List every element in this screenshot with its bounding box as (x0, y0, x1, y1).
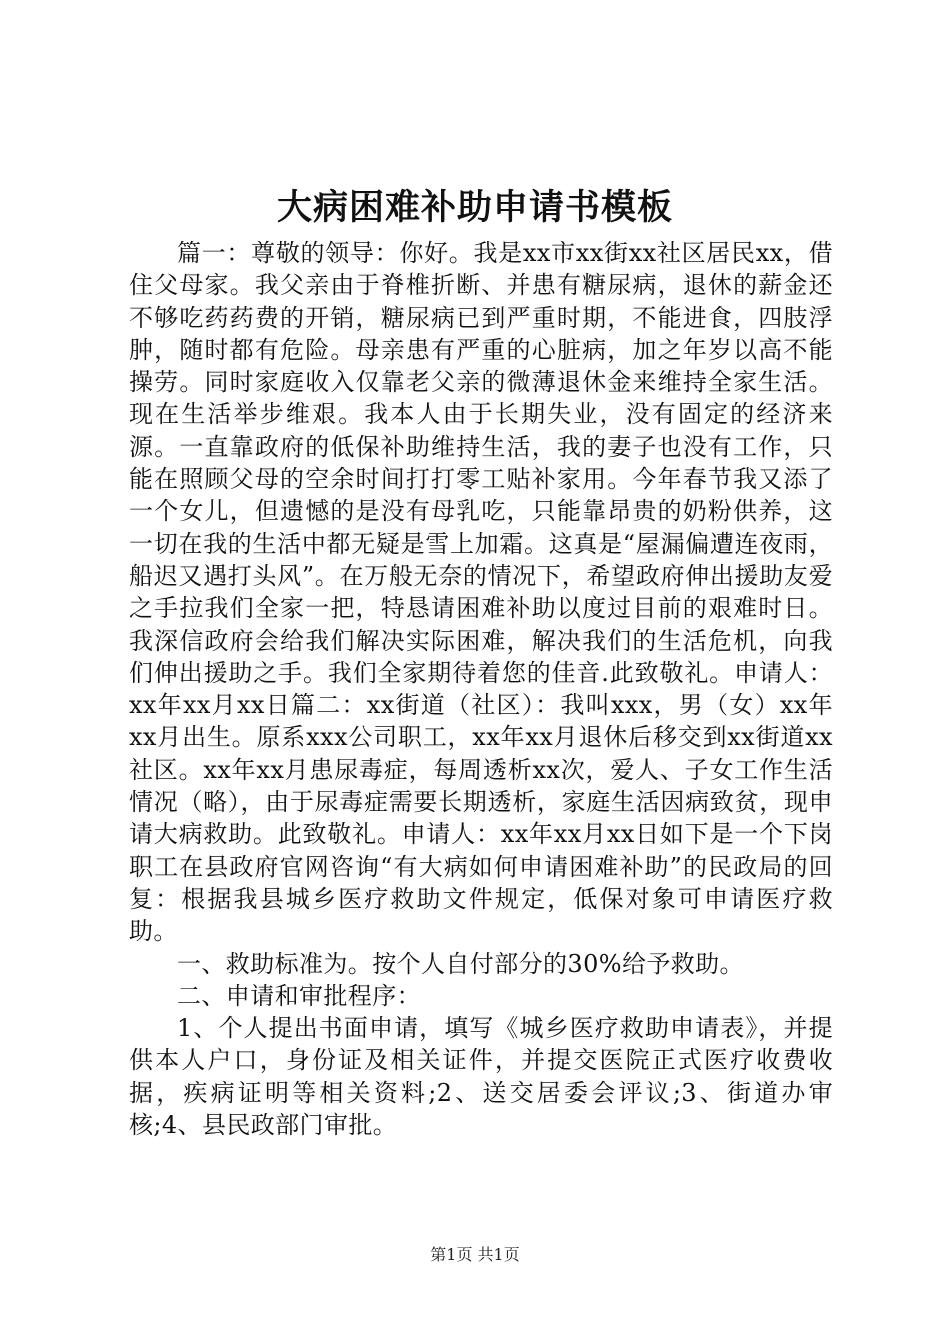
document-title: 大病困难补助申请书模板 (276, 187, 673, 228)
body-paragraph: 二、申请和审批程序： (177, 981, 421, 1010)
document-body (129, 237, 833, 1141)
body-paragraph: 篇一：尊敬的领导：你好。我是xx市xx街xx社区居民xx，借住父母家。我父亲由于脊椎折断、并患有糖尿病，退休的薪金还不够吃药药费的开销，糖尿病已到严重时期，不能进食，四肢浮肿，随时都有危险。母亲患有严重的心脏病，加之年岁以高不能操劳。同时家庭收入仅靠老父亲的微薄退休金来维持全家生活。现在生活举步维艰。我本人由于长期失业，没有固定的经济来源。一直靠政府的低保补助维持生活，我的妻子也没有工作，只能在照顾父母的空余时间打打零工贴补家用。今年春节我又添了一个女儿，但遗憾的是没有母乳吃，只能靠昂贵的奶粉供养，这一切在我的生活中都无疑是雪上加霜。这真是“屋漏偏遭连夜雨，船迟又遇打头风”。在万般无奈的情况下，希望政府伸出援助友爱之手拉我们全家一把，特恳请困难补助以度过目前的艰难时日。我深信政府会给我们解决实际困难，解决我们的生活危机，向我们伸出援助之手。我们全家期待着您的佳音.此致敬礼。申请人：xx年xx月xx日篇二：xx街道（社区）：我叫xxx，男（女）xx年xx月出生。原系xxx公司职工，xx年xx月退休后移交到xx街道xx社区。xx年xx月患尿毒症，每周透析xx次，爱人、子女工作生活情况（略），由于尿毒症需要长期透析，家庭生活因病致贫，现申请大病救助。此致敬礼。申请人：xx年xx月xx日如下是一个下岗职工在县政府官网咨询“有大病如何申请困难补助”的民政局的回复：根据我县城乡医疗救助文件规定，低保对象可申请医疗救助。 (129, 239, 833, 946)
page-footer (0, 1245, 950, 1265)
page-number: 第1页 共1页 (430, 1245, 520, 1264)
body-paragraph: 1、个人提出书面申请，填写《城乡医疗救助申请表》，并提供本人户口，身份证及相关证件，并提交医院正式医疗收费收据，疾病证明等相关资料;2、送交居委会评议;3、街道办审核;4、县民政部门审批。 (129, 1014, 833, 1140)
body-paragraph: 一、救助标准为。按个人自付部分的30%给予救助。 (177, 949, 744, 978)
